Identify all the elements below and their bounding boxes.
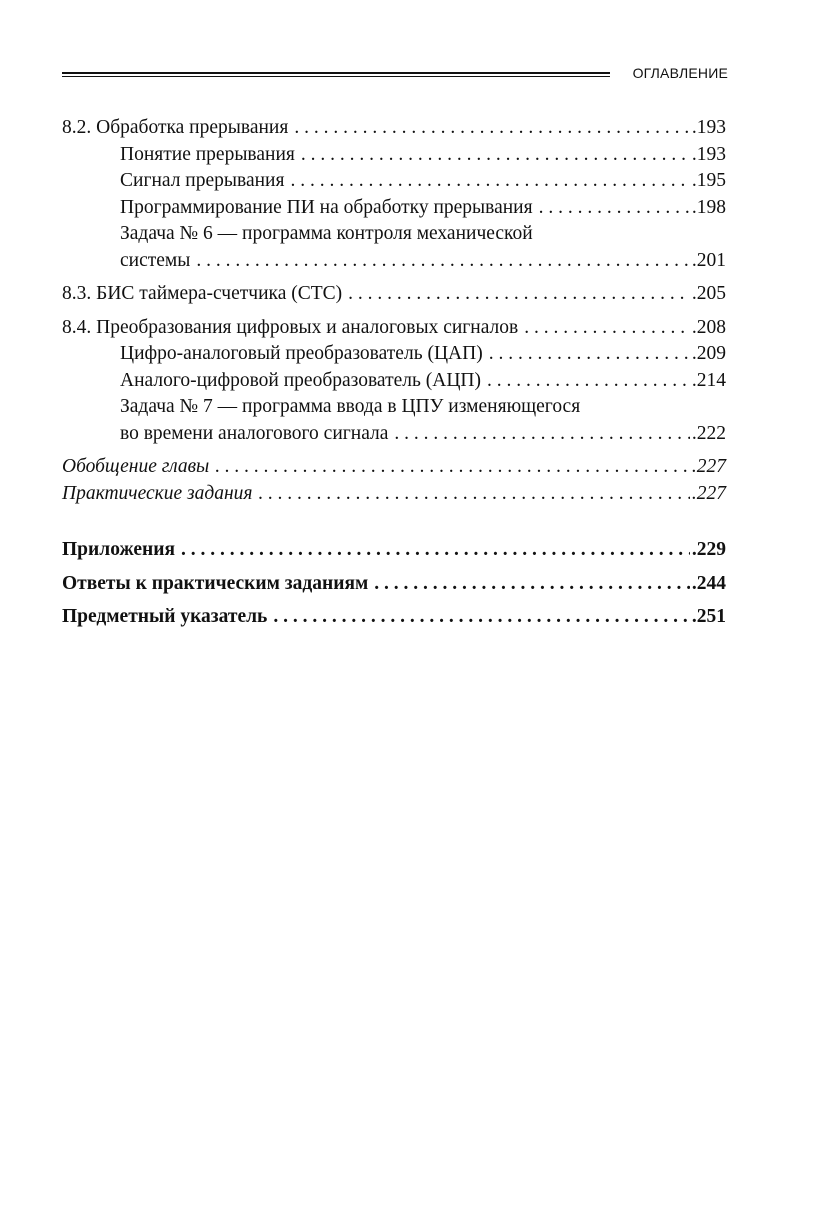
dot-leader (273, 604, 690, 631)
toc-page: .229 (691, 539, 726, 560)
toc-entry-8-2[interactable] (62, 115, 726, 142)
toc-entry-appendix[interactable] (62, 537, 726, 564)
toc-entry-subject-index[interactable] (62, 604, 726, 631)
toc-entry-pi-programming[interactable] (62, 195, 726, 222)
dot-leader (524, 315, 690, 342)
toc-title: Понятие прерывания (120, 143, 295, 165)
toc-entry-task-7[interactable] (62, 421, 726, 448)
header-title: ОГЛАВЛЕНИЕ (632, 65, 728, 81)
toc-title: Аналого-цифровой преобразователь (АЦП) (120, 369, 481, 391)
toc-page: .193 (691, 117, 726, 138)
dot-leader (294, 115, 690, 142)
toc-title: Приложения (62, 539, 176, 560)
toc-entry-8-3[interactable] (62, 281, 726, 308)
toc-title: во времени аналогового сигнала (120, 422, 389, 444)
toc-title: Программирование ПИ на обработку прерывания (120, 196, 533, 218)
toc-page: .201 (691, 249, 726, 271)
toc-entry-interrupt-signal[interactable] (62, 168, 726, 195)
toc-title: Ответы к практическим заданиям (62, 572, 369, 594)
toc-entry-task-6[interactable] (62, 248, 726, 275)
toc-title: Предметный указатель (62, 606, 268, 627)
toc-page: .222 (691, 422, 726, 444)
toc-title: Обобщение главы (62, 456, 210, 477)
toc-page: .205 (691, 283, 726, 304)
toc-entry-task-6-line1[interactable]: Задача № 6 — программа контроля механической (120, 223, 533, 244)
dot-leader (181, 537, 690, 564)
toc-page: .251 (691, 606, 726, 627)
dot-leader (487, 368, 690, 395)
dot-leader (215, 454, 690, 481)
toc-page: .244 (691, 572, 726, 594)
table-of-contents (62, 115, 726, 631)
toc-entry-answers[interactable] (62, 571, 726, 598)
toc-page: .195 (691, 170, 726, 191)
toc-page: .198 (691, 196, 726, 218)
toc-entry-chapter-summary[interactable] (62, 454, 726, 481)
toc-page: .209 (691, 343, 726, 364)
dot-leader (348, 281, 690, 308)
toc-title: 8.4. Преобразования цифровых и аналоговых сигналов (62, 316, 519, 338)
dot-leader (290, 168, 689, 195)
toc-page: .227 (691, 482, 726, 504)
header-rule (62, 72, 610, 77)
toc-entry-practice[interactable] (62, 481, 726, 508)
toc-entry-interrupt-concept[interactable] (62, 142, 726, 169)
dot-leader (394, 421, 689, 448)
toc-title: Сигнал прерывания (120, 170, 285, 191)
toc-page: .227 (691, 456, 726, 477)
toc-entry-dac[interactable] (62, 341, 726, 368)
toc-title: 8.2. Обработка прерывания (62, 117, 289, 138)
toc-page: .214 (691, 369, 726, 391)
dot-leader (301, 142, 690, 169)
toc-entry-8-4[interactable] (62, 315, 726, 342)
toc-title: Цифро-аналоговый преобразователь (ЦАП) (120, 343, 483, 364)
toc-page: .193 (691, 143, 726, 165)
dot-leader (539, 195, 690, 222)
toc-page: .208 (691, 316, 726, 338)
toc-entry-adc[interactable] (62, 368, 726, 395)
toc-entry-task-7-line1[interactable]: Задача № 7 — программа ввода в ЦПУ изменяющегося (120, 396, 581, 417)
dot-leader (259, 481, 690, 508)
dot-leader (196, 248, 690, 275)
toc-title: Практические задания (62, 482, 253, 504)
dot-leader (489, 341, 690, 368)
dot-leader (374, 571, 690, 598)
toc-title: системы (120, 249, 191, 271)
toc-title: 8.3. БИС таймера-счетчика (СТС) (62, 283, 343, 304)
running-header (62, 66, 728, 82)
